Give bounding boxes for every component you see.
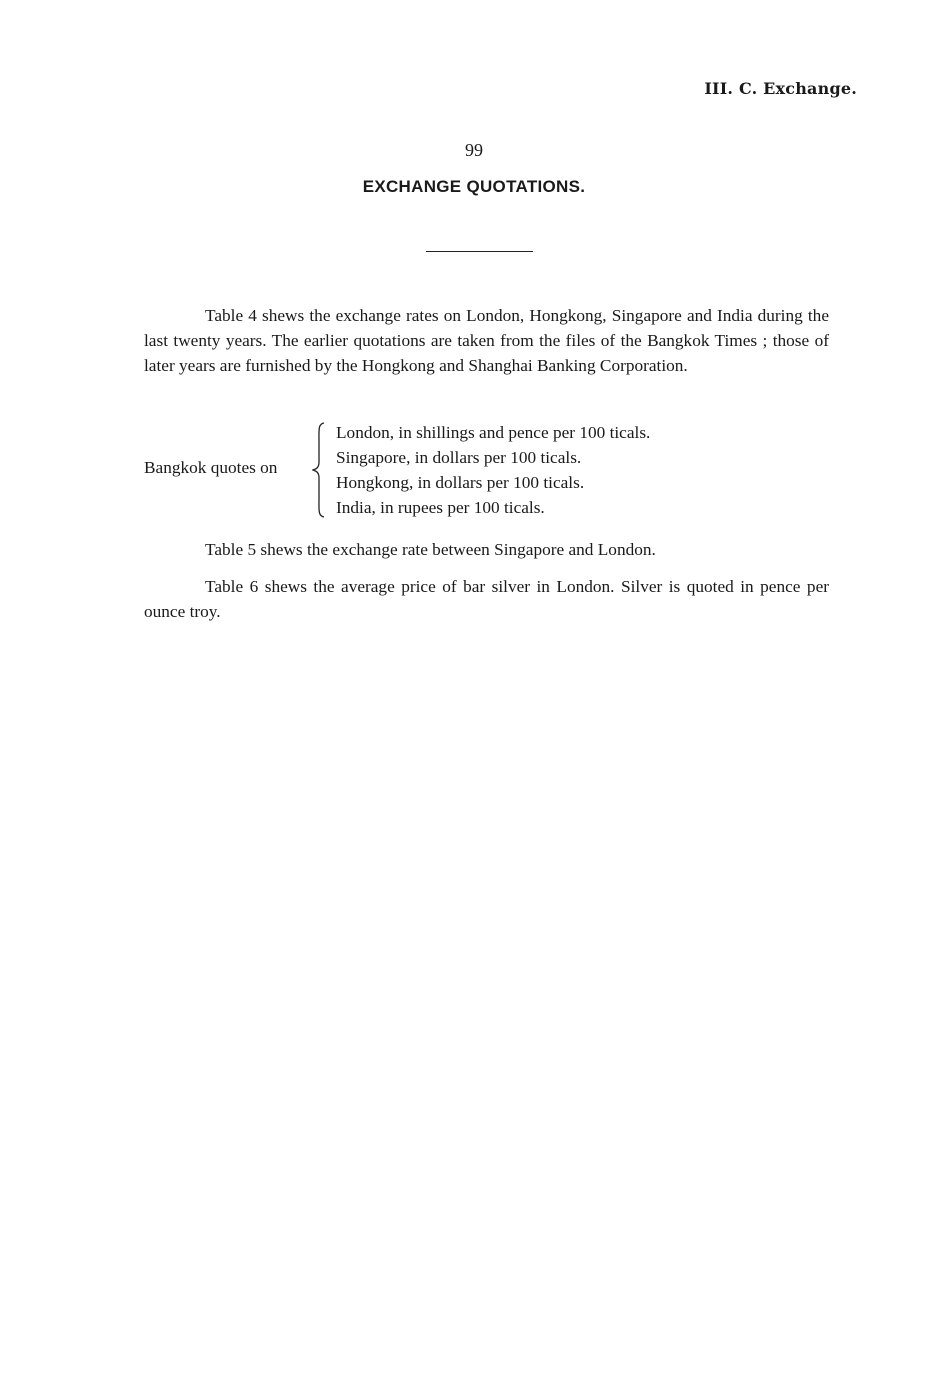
- quotes-block: [144, 420, 844, 522]
- quote-item-india: India, in rupees per 100 ticals.: [336, 498, 545, 517]
- page-title: EXCHANGE QUOTATIONS.: [362, 177, 586, 196]
- table5-note: Table 5 shews the exchange rate between Singapore and London.: [205, 540, 656, 559]
- quote-item-singapore: Singapore, in dollars per 100 ticals.: [336, 448, 582, 467]
- quote-item-hongkong: Hongkong, in dollars per 100 ticals.: [336, 473, 585, 492]
- quotes-label: Bangkok quotes on: [144, 458, 278, 477]
- quote-item-london: London, in shillings and pence per 100 ticals.: [336, 423, 651, 442]
- title-rule: [426, 251, 533, 252]
- quotes-list: [336, 420, 650, 520]
- section-header: III. C. Exchange.: [704, 79, 857, 98]
- left-brace-icon: [312, 422, 326, 518]
- table6-note: Table 6 shews the average price of bar silver in London. Silver is quoted in pence per ounce troy.: [144, 577, 829, 621]
- intro-paragraph: Table 4 shews the exchange rates on London, Hongkong, Singapore and India during the last twenty years. The earlier quotations are taken from the files of the Bangkok Times ; those of later years are furnished by the Hongkong and Shanghai Banking Corporation.: [144, 306, 829, 375]
- page-number: 99: [465, 140, 483, 160]
